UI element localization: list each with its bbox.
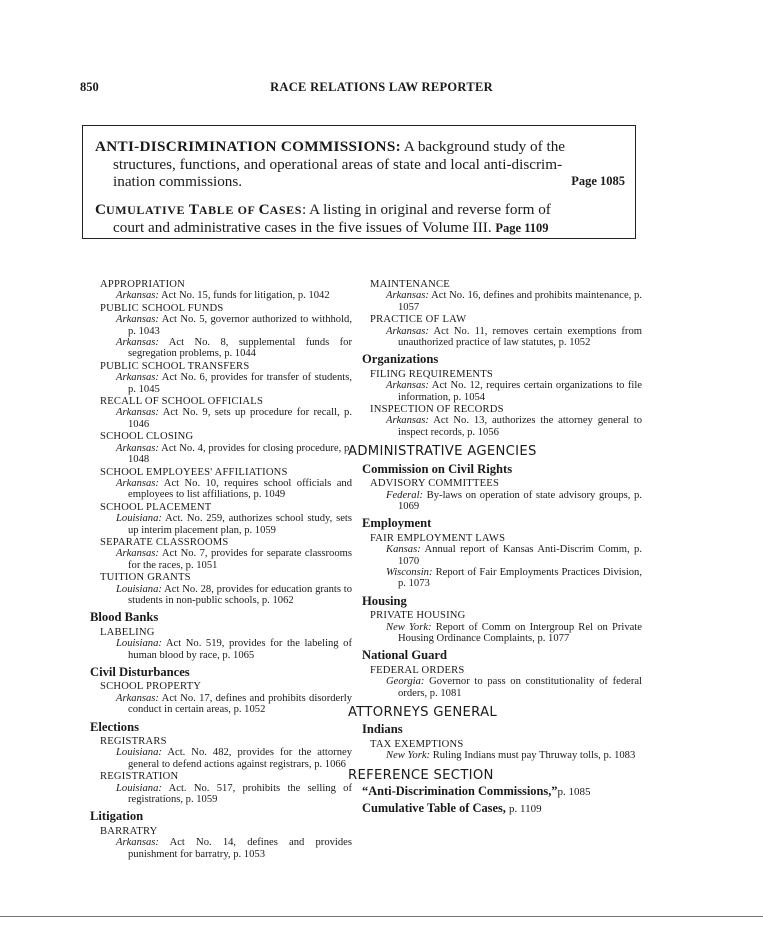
- index-entry: [100, 537, 352, 571]
- entry-heading: INSPECTION OF RECORDS: [370, 404, 504, 416]
- notice-line: A background study of the: [400, 138, 566, 155]
- index-column-left: [90, 279, 352, 861]
- index-entry: [370, 314, 642, 348]
- entry-heading: TUITION GRANTS: [100, 572, 191, 584]
- index-entry: [100, 736, 352, 770]
- index-entry: [100, 771, 352, 805]
- entry-description: Arkansas: Act No. 13, authorizes the attorney general to inspect records, p. 1056: [386, 415, 642, 438]
- category-heading: Organizations: [362, 352, 439, 367]
- notice-page-ref: Page 1109: [495, 221, 549, 235]
- entry-heading: FEDERAL ORDERS: [370, 664, 465, 676]
- entry-heading: PRACTICE OF LAW: [370, 314, 467, 326]
- entry-heading: RECALL OF SCHOOL OFFICIALS: [100, 396, 264, 408]
- entry-heading: FAIR EMPLOYMENT LAWS: [370, 532, 506, 544]
- entry-description: Arkansas: Act No. 16, defines and prohibits maintenance, p. 1057: [386, 290, 642, 313]
- index-entry: [100, 826, 352, 860]
- category-heading: Employment: [362, 516, 432, 531]
- index-entry: [370, 404, 642, 438]
- entry-description: Louisiana: Act No. 28, provides for education grants to students in non-public schools, p. 1062: [116, 583, 352, 606]
- index-entry: [100, 279, 352, 302]
- entry-heading: SCHOOL CLOSING: [100, 431, 194, 443]
- section-heading: ATTORNEYS GENERAL: [348, 705, 498, 720]
- category-heading: Civil Disturbances: [90, 665, 190, 679]
- index-column-right: [348, 279, 642, 820]
- index-entry: [100, 396, 352, 430]
- index-entry: [100, 681, 352, 715]
- notice-line: structures, functions, and operational areas of state and local anti-discrim-: [113, 155, 563, 173]
- entry-heading: LABELING: [100, 626, 155, 638]
- running-title: RACE RELATIONS LAW REPORTER: [270, 80, 493, 94]
- entry-heading: PUBLIC SCHOOL TRANSFERS: [100, 360, 250, 372]
- category-heading: Blood Banks: [90, 610, 159, 625]
- notice-line: : A listing in original and reverse form of: [301, 200, 551, 218]
- notice-paragraph-table-of-cases: CUMULATIVE TABLE OF CASES: A listing in original and reverse form of court and administrative cases in the five issues of Volume III. Page 1109: [95, 201, 625, 238]
- index-entry: [370, 478, 642, 512]
- entry-heading: SCHOOL PROPERTY: [100, 681, 202, 693]
- entry-description: Kansas: Annual report of Kansas Anti-Discrim Comm, p. 1070: [386, 544, 642, 567]
- index-entry: [100, 627, 352, 661]
- entry-heading: REGISTRARS: [100, 736, 167, 748]
- index-entry: [370, 533, 642, 590]
- entry-description: Arkansas: Act No. 8, supplemental funds for segregation problems, p. 1044: [116, 337, 352, 360]
- entry-heading: APPROPRIATION: [100, 279, 186, 290]
- notice-page-ref: Page 1085: [571, 174, 625, 188]
- entry-description: Wisconsin: Report of Fair Employments Practices Division, p. 1073: [386, 566, 642, 590]
- entry-heading: BARRATRY: [100, 825, 158, 837]
- entry-description: New York: Report of Comm on Intergroup Rel on Private Housing Ordinance Complaints, p. 1077: [386, 621, 642, 644]
- entry-heading: ADVISORY COMMITTEES: [370, 478, 500, 490]
- entry-description: Louisiana: Act No. 519, provides for the labeling of human blood by race, p. 1065: [116, 638, 352, 661]
- entry-heading: MAINTENANCE: [370, 279, 450, 290]
- index-entry: [100, 361, 352, 395]
- entry-heading: SCHOOL PLACEMENT: [100, 501, 212, 513]
- notice-line-last: court and administrative cases in the five issues of Volume III. Page 1109: [113, 219, 549, 236]
- index-entry: [370, 610, 642, 644]
- category-heading: Indians: [362, 722, 403, 737]
- entry-heading: FILING REQUIREMENTS: [370, 368, 493, 380]
- entry-description: Louisiana: Act. No. 517, prohibits the selling of registrations, p. 1059: [116, 782, 352, 806]
- section-heading: REFERENCE SECTION: [348, 767, 494, 783]
- notice-line-last: ination commissions. Page 1085: [113, 173, 625, 190]
- index-entry: [370, 665, 642, 699]
- entry-heading: SEPARATE CLASSROOMS: [100, 536, 229, 548]
- entry-description: Arkansas: Act No. 15, funds for litigation, p. 1042: [116, 290, 330, 302]
- entry-description: Arkansas: Act No. 4, provides for closing procedure, p. 1048: [116, 442, 352, 466]
- reference-entry: Cumulative Table of Cases, p. 1109: [362, 801, 542, 816]
- category-heading: Litigation: [90, 809, 144, 824]
- entry-description: Louisiana: Act. No. 482, provides for the attorney general to defend actions against registrars, p. 1066: [116, 747, 352, 770]
- category-heading: Housing: [362, 593, 407, 608]
- entry-description: Arkansas: Act No. 12, requires certain organizations to file information, p. 1054: [386, 380, 642, 403]
- category-heading: National Guard: [362, 648, 448, 663]
- entry-description: Arkansas: Act No. 11, removes certain exemptions from unauthorized practice of law statutes, p. 1052: [386, 325, 642, 349]
- section-heading: ADMINISTRATIVE AGENCIES: [348, 444, 537, 460]
- entry-description: Arkansas: Act No. 6, provides for transfer of students, p. 1045: [116, 372, 352, 395]
- entry-heading: REGISTRATION: [100, 771, 179, 783]
- index-entry: [370, 369, 642, 403]
- entry-description: Arkansas: Act No. 5, governor authorized to withhold, p. 1043: [116, 314, 352, 337]
- notice-box: [82, 125, 636, 239]
- entry-heading: PRIVATE HOUSING: [370, 610, 466, 622]
- category-heading: Elections: [90, 719, 139, 734]
- entry-description: Arkansas: Act No. 17, defines and prohibits disorderly conduct in certain areas, p. 1052: [116, 692, 352, 716]
- category-heading: Commission on Civil Rights: [362, 461, 513, 476]
- entry-description: Arkansas: Act No. 9, sets up procedure for recall, p. 1046: [116, 407, 352, 430]
- index-entry: [100, 467, 352, 501]
- page-number: 850: [80, 80, 99, 94]
- entry-description: Arkansas: Act No. 14, defines and provides punishment for barratry, p. 1053: [116, 837, 352, 860]
- index-entry: [100, 431, 352, 465]
- entry-description: Federal: By-laws on operation of state advisory groups, p. 1069: [386, 489, 642, 512]
- notice-paragraph-commissions: [95, 138, 625, 191]
- index-entry: [370, 279, 642, 313]
- index-entry: [100, 303, 352, 360]
- index-entry: [100, 502, 352, 536]
- index-entry: [100, 572, 352, 606]
- entry-description: Arkansas: Act No. 7, provides for separate classrooms for the races, p. 1051: [116, 548, 352, 571]
- entry-description: Georgia: Governor to pass on constitutionality of federal orders, p. 1081: [386, 676, 642, 699]
- entry-description: New York: Ruling Indians must pay Thruway tolls, p. 1083: [386, 750, 636, 762]
- index-entry: [370, 739, 642, 762]
- reference-entry: “Anti-Discrimination Commissions,”p. 1085: [362, 784, 591, 799]
- entry-description: Louisiana: Act. No. 259, authorizes school study, sets up interim placement plan, p. 1059: [116, 513, 352, 536]
- entry-heading: PUBLIC SCHOOL FUNDS: [100, 302, 224, 314]
- notice-lead-title: ANTI-DISCRIMINATION COMMISSIONS:: [95, 138, 401, 155]
- entry-heading: TAX EXEMPTIONS: [370, 738, 464, 750]
- entry-description: Arkansas: Act No. 10, requires school officials and employees to list affiliations, p. 1049: [116, 477, 352, 501]
- footer-rule: [0, 916, 763, 917]
- entry-heading: SCHOOL EMPLOYEES' AFFILIATIONS: [100, 466, 288, 478]
